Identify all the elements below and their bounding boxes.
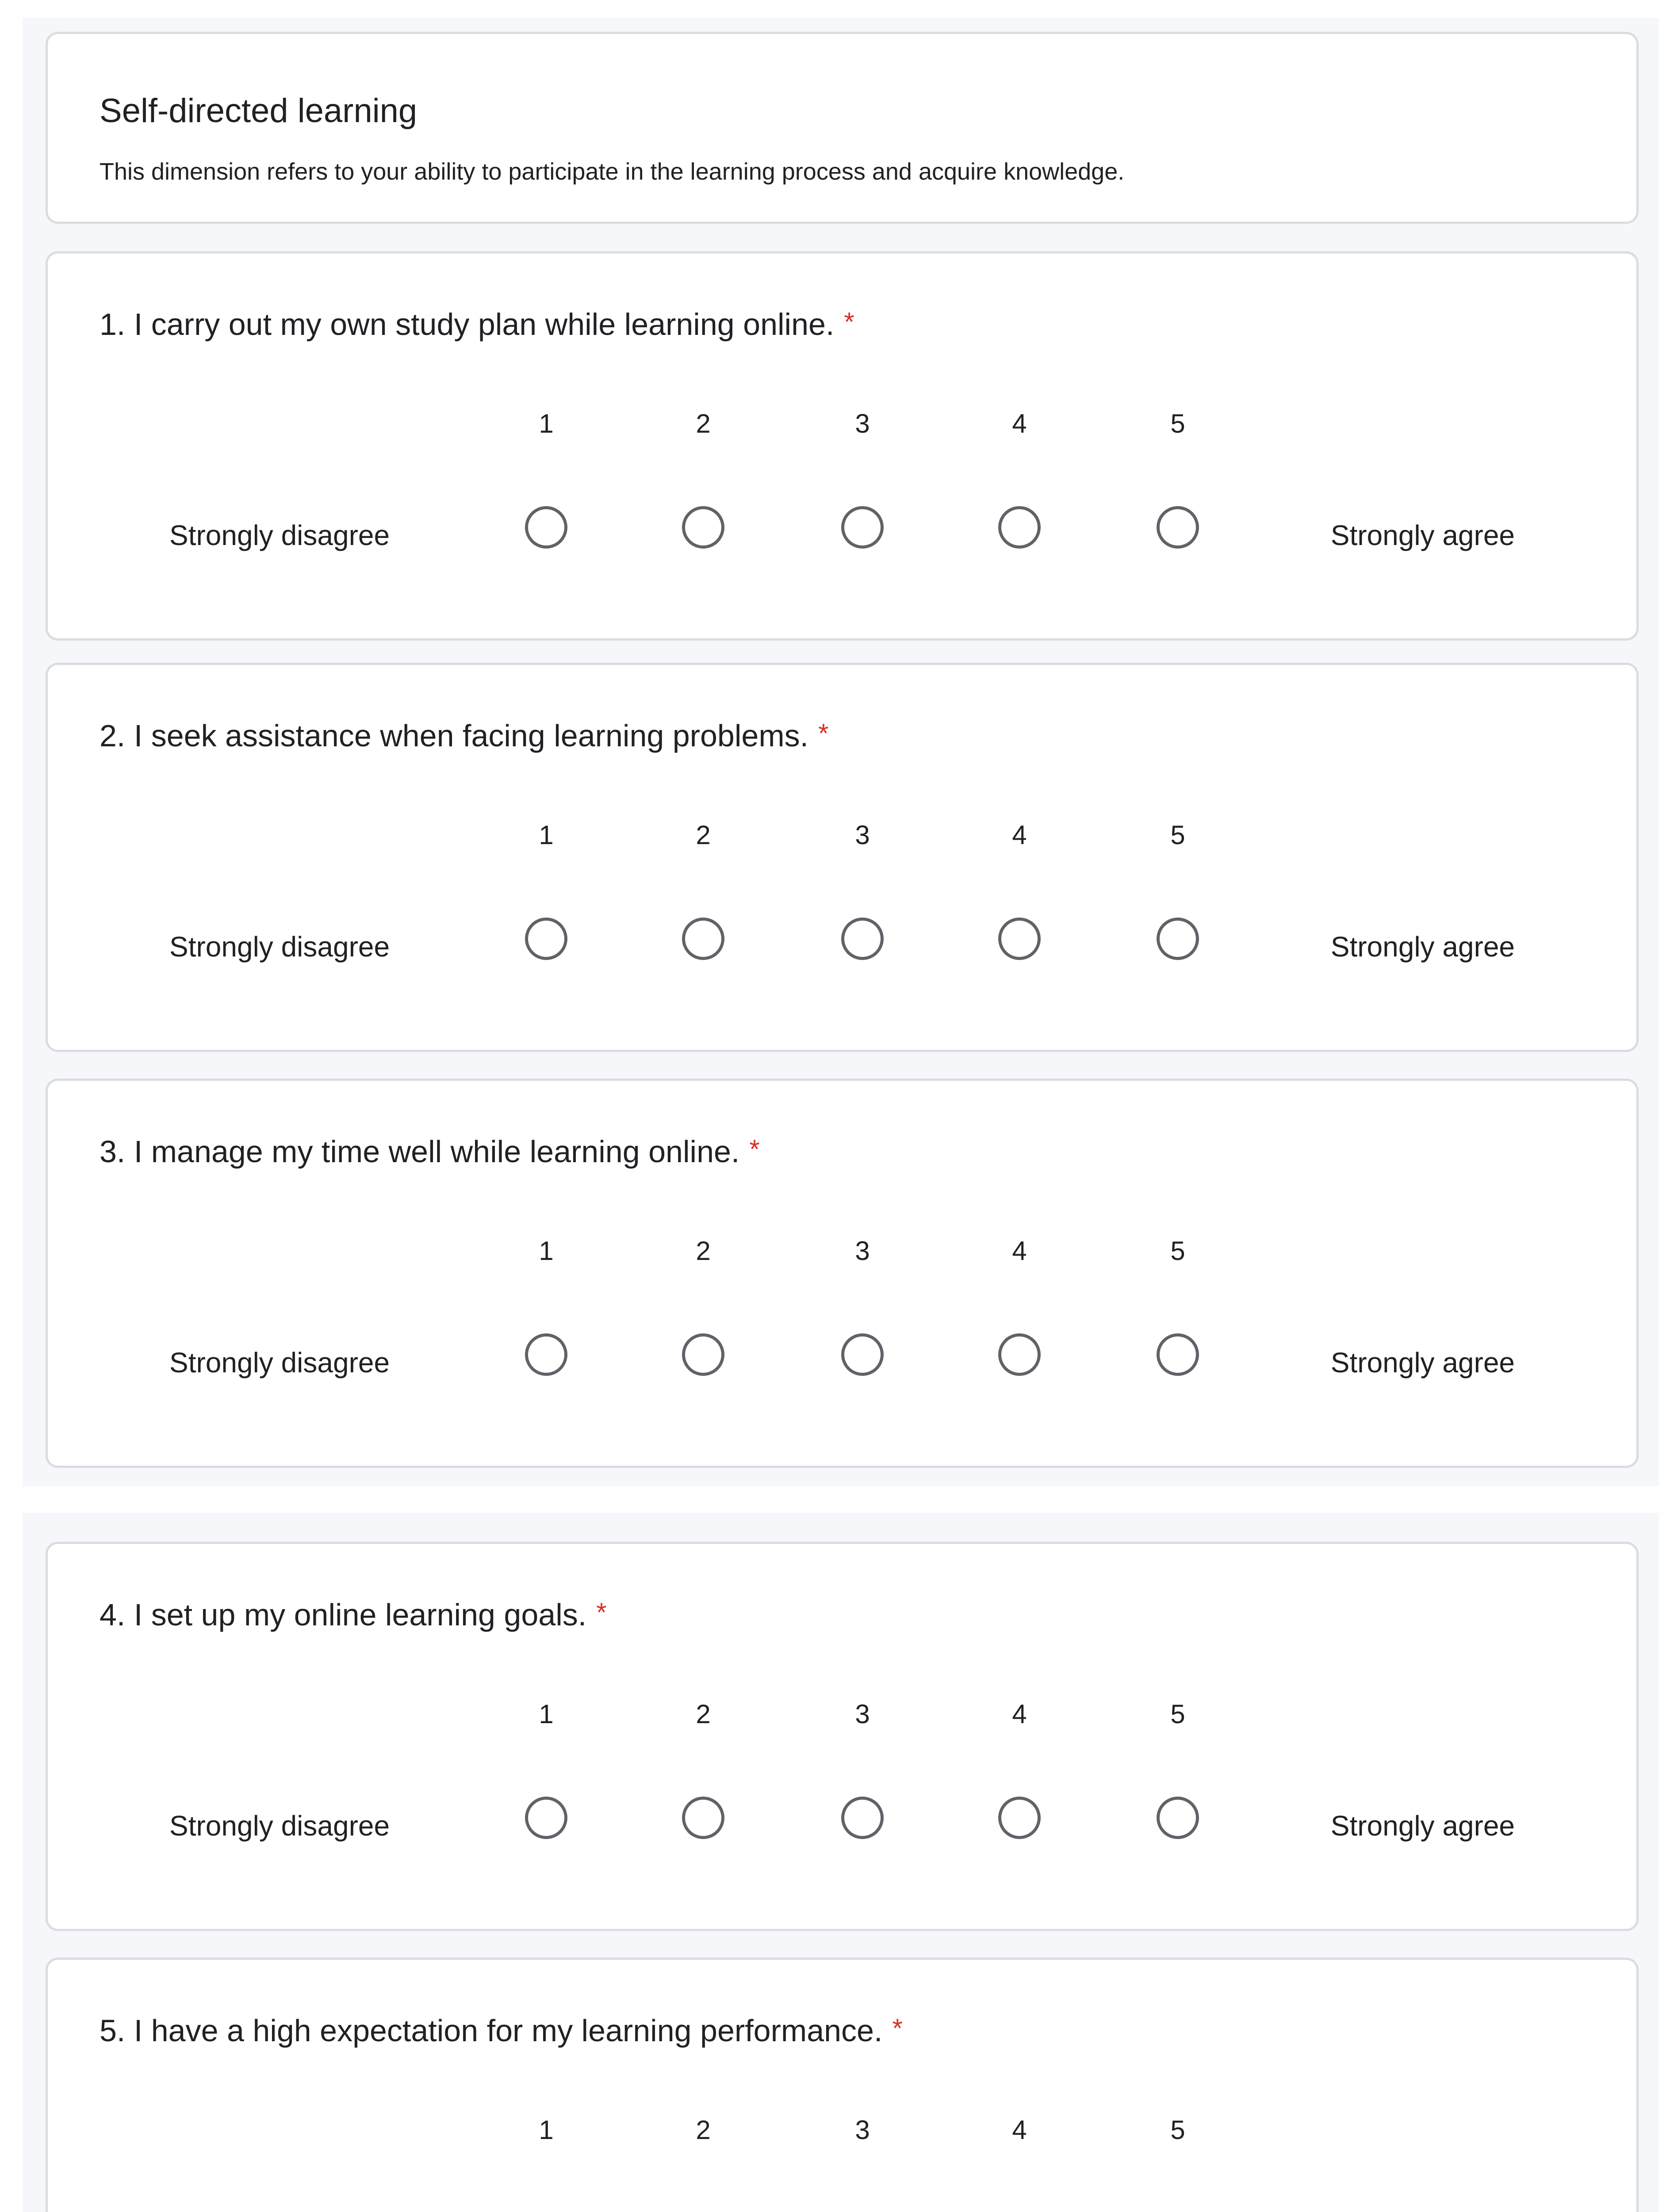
radio-option-5[interactable] xyxy=(1157,918,1199,960)
section-title: Self-directed learning xyxy=(100,92,418,130)
radio-option-4[interactable] xyxy=(998,918,1041,960)
scale-value-label: 3 xyxy=(855,409,870,438)
radio-option-5[interactable] xyxy=(1157,1333,1199,1376)
scale-low-label: Strongly disagree xyxy=(169,519,390,551)
question-title xyxy=(100,718,828,753)
scale-value-label: 5 xyxy=(1170,820,1185,850)
question-title xyxy=(100,1597,607,1632)
scale-value-label: 5 xyxy=(1170,409,1185,438)
scale-value-label: 1 xyxy=(539,820,554,850)
question-text: 4. I set up my online learning goals. xyxy=(100,1598,587,1632)
question-text: 1. I carry out my own study plan while learning online. xyxy=(100,307,835,342)
scale-high-label: Strongly agree xyxy=(1330,1347,1515,1379)
scale-value-label: 2 xyxy=(696,1699,711,1729)
scale-low-label: Strongly disagree xyxy=(169,931,390,963)
question-title xyxy=(100,1134,760,1169)
scale-high-label: Strongly agree xyxy=(1330,1810,1515,1842)
scale-value-label: 5 xyxy=(1170,1699,1185,1729)
radio-option-1[interactable] xyxy=(525,1797,567,1839)
question-text: 3. I manage my time well while learning online. xyxy=(100,1134,740,1169)
scale-value-label: 5 xyxy=(1170,1236,1185,1266)
section-description: This dimension refers to your ability to participate in the learning process and acquire knowledge. xyxy=(100,158,1125,185)
scale-high-label: Strongly agree xyxy=(1330,519,1515,551)
section-header-card xyxy=(46,32,1639,224)
radio-option-1[interactable] xyxy=(525,506,567,549)
scale-value-label: 4 xyxy=(1012,1699,1027,1729)
scale-value-label: 1 xyxy=(539,409,554,438)
scale-value-label: 2 xyxy=(696,820,711,850)
question-card xyxy=(46,251,1639,641)
required-asterisk: * xyxy=(818,718,829,748)
question-text: 5. I have a high expectation for my learning performance. xyxy=(100,2013,883,2048)
radio-option-4[interactable] xyxy=(998,1797,1041,1839)
scale-value-label: 1 xyxy=(539,1699,554,1729)
question-title xyxy=(100,307,854,342)
radio-option-3[interactable] xyxy=(841,918,884,960)
radio-option-5[interactable] xyxy=(1157,506,1199,549)
radio-option-1[interactable] xyxy=(525,918,567,960)
scale-value-label: 2 xyxy=(696,1236,711,1266)
required-asterisk: * xyxy=(844,307,854,337)
required-asterisk: * xyxy=(749,1134,760,1164)
scale-high-label: Strongly agree xyxy=(1330,931,1515,963)
scale-low-label: Strongly disagree xyxy=(169,1347,390,1379)
radio-option-4[interactable] xyxy=(998,1333,1041,1376)
scale-value-label: 1 xyxy=(539,2115,554,2145)
scale-value-label: 4 xyxy=(1012,1236,1027,1266)
question-card xyxy=(46,1958,1639,2212)
radio-option-2[interactable] xyxy=(682,506,724,549)
scale-value-label: 3 xyxy=(855,820,870,850)
radio-option-2[interactable] xyxy=(682,1333,724,1376)
scale-value-label: 2 xyxy=(696,2115,711,2145)
scale-value-label: 2 xyxy=(696,409,711,438)
radio-option-3[interactable] xyxy=(841,506,884,549)
radio-option-2[interactable] xyxy=(682,918,724,960)
scale-value-label: 3 xyxy=(855,1699,870,1729)
radio-option-4[interactable] xyxy=(998,506,1041,549)
scale-value-label: 4 xyxy=(1012,409,1027,438)
radio-option-3[interactable] xyxy=(841,1333,884,1376)
question-card xyxy=(46,1542,1639,1931)
radio-option-1[interactable] xyxy=(525,1333,567,1376)
scale-value-label: 3 xyxy=(855,2115,870,2145)
radio-option-2[interactable] xyxy=(682,1797,724,1839)
radio-option-3[interactable] xyxy=(841,1797,884,1839)
scale-low-label: Strongly disagree xyxy=(169,1810,390,1842)
question-title xyxy=(100,2013,903,2048)
question-text: 2. I seek assistance when facing learning problems. xyxy=(100,718,809,753)
scale-value-label: 3 xyxy=(855,1236,870,1266)
required-asterisk: * xyxy=(892,2013,903,2043)
scale-value-label: 5 xyxy=(1170,2115,1185,2145)
scale-value-label: 4 xyxy=(1012,820,1027,850)
scale-value-label: 4 xyxy=(1012,2115,1027,2145)
required-asterisk: * xyxy=(596,1598,607,1627)
scale-value-label: 1 xyxy=(539,1236,554,1266)
radio-option-5[interactable] xyxy=(1157,1797,1199,1839)
question-card xyxy=(46,1079,1639,1468)
question-card xyxy=(46,663,1639,1052)
